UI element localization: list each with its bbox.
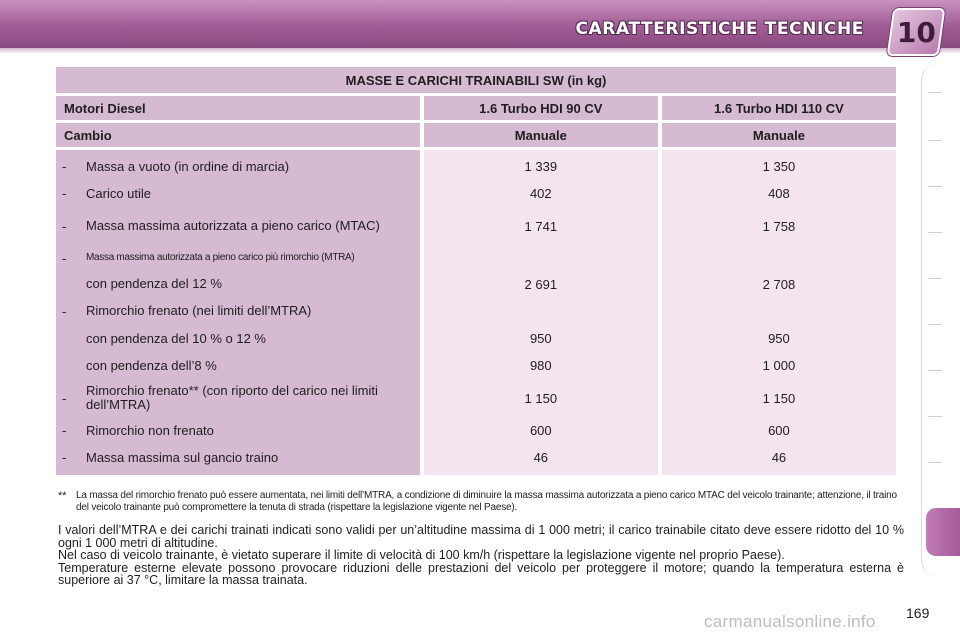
footnote bbox=[58, 490, 904, 514]
side-tab-divider bbox=[928, 324, 942, 325]
side-tab-divider bbox=[928, 370, 942, 371]
cell-value: 46 bbox=[771, 450, 787, 465]
gearbox-2: Manuale bbox=[662, 123, 896, 147]
cell-value: 1 339 bbox=[524, 159, 558, 174]
list-item: - Rimorchio non frenato bbox=[62, 422, 214, 438]
list-item: con pendenza del 12 % bbox=[86, 276, 222, 291]
paragraph-altitude: I valori dell’MTRA e dei carichi trainati indicati sono validi per un’altitudine massima di 1 000 metri; il carico trainabile citato deve essere ridotto del 10 % ogni 1 000 metri di altitudine. bbox=[58, 523, 904, 550]
chapter-number: 10 bbox=[896, 15, 936, 49]
list-item: - Rimorchio frenato (nei limiti dell’MTRA) bbox=[62, 303, 312, 319]
side-tab-divider bbox=[928, 278, 942, 279]
cell-value: 1 000 bbox=[762, 358, 796, 373]
cell-value: 600 bbox=[768, 423, 790, 438]
engine-1: 1.6 Turbo HDI 90 CV bbox=[424, 96, 658, 120]
cell-value: 600 bbox=[529, 423, 552, 438]
paragraph-temperature: Temperature esterne elevate possono provocare riduzioni delle prestazioni del veicolo per proteggere il motore; quando la temperatura esterna è superiore ai 37 °C, limitare la massa trainata. bbox=[58, 560, 904, 587]
side-tab-divider bbox=[928, 140, 942, 141]
cell-value: 1 350 bbox=[762, 159, 796, 174]
values-column-1 bbox=[424, 150, 658, 475]
footnote-mark: ** bbox=[58, 490, 67, 502]
list-item: - Carico utile bbox=[62, 185, 152, 201]
gearbox-row bbox=[56, 123, 896, 147]
gearbox-label: Cambio bbox=[56, 123, 420, 147]
list-item: - Massa massima autorizzata a pieno carico più rimorchio (MTRA) bbox=[62, 250, 355, 266]
cell-value: 2 708 bbox=[762, 276, 796, 292]
page-number: 169 bbox=[906, 605, 930, 621]
body-text bbox=[58, 524, 904, 587]
side-tab-divider bbox=[928, 462, 942, 463]
cell-value bbox=[424, 245, 658, 271]
side-tab-divider bbox=[928, 416, 942, 417]
list-item: - Massa a vuoto (in ordine di marcia) bbox=[62, 158, 290, 174]
engine-label: Motori Diesel bbox=[56, 96, 420, 120]
side-tab-divider bbox=[928, 186, 942, 187]
cell-value: 950 bbox=[529, 331, 552, 346]
cell-value bbox=[662, 297, 896, 325]
masses-table bbox=[52, 64, 900, 478]
side-tab-divider bbox=[928, 92, 942, 93]
list-item: - Massa massima sul gancio traino bbox=[62, 449, 279, 465]
list-item: - Rimorchio frenato** (con riporto del carico nei limiti dell’MTRA) bbox=[62, 383, 378, 412]
cell-value: 950 bbox=[768, 331, 790, 346]
table-title-row bbox=[56, 67, 896, 93]
table-title: MASSE E CARICHI TRAINABILI SW (in kg) bbox=[56, 67, 896, 93]
engine-row bbox=[56, 96, 896, 120]
cell-value: 402 bbox=[529, 186, 552, 201]
engine-2: 1.6 Turbo HDI 110 CV bbox=[662, 96, 896, 120]
gearbox-1: Manuale bbox=[424, 123, 658, 147]
cell-value: 2 691 bbox=[524, 276, 558, 292]
cell-value: 46 bbox=[533, 450, 549, 465]
cell-value: 980 bbox=[529, 358, 552, 373]
paragraph-speed: Nel caso di veicolo trainante, è vietato superare il limite di velocità di 100 km/h (rispettare la legislazione vigente nel proprio Paese). bbox=[58, 548, 785, 562]
watermark: carmanualsonline.info bbox=[704, 612, 876, 631]
cell-value: 1 150 bbox=[524, 390, 558, 406]
cell-value: 408 bbox=[768, 186, 790, 201]
labels-column bbox=[56, 150, 420, 475]
cell-value bbox=[424, 297, 658, 325]
chapter-number-badge bbox=[887, 8, 946, 56]
side-tab-divider bbox=[928, 232, 942, 233]
chapter-title: CARATTERISTICHE TECNICHE bbox=[575, 19, 864, 39]
cell-value: 1 150 bbox=[762, 390, 796, 406]
table-body bbox=[56, 150, 896, 475]
list-item: con pendenza dell’8 % bbox=[86, 357, 217, 373]
side-tab-active[interactable] bbox=[926, 508, 960, 556]
cell-value bbox=[662, 245, 896, 271]
footnote-text: La massa del rimorchio frenato può essere aumentata, nei limiti dell’MTRA, a condizione di diminuire la massa massima autorizzata a pieno carico MTAC del veicolo trainante; attenzione, il traino del veicolo trainante può compromettere la tenuta di strada (rispettare la legislazione vigente nel Paese). bbox=[76, 490, 897, 513]
list-item: - Massa massima autorizzata a pieno carico (MTAC) bbox=[62, 218, 380, 234]
cell-value: 1 741 bbox=[524, 218, 558, 234]
list-item: con pendenza del 10 % o 12 % bbox=[86, 330, 266, 346]
cell-value: 1 758 bbox=[762, 218, 796, 234]
values-column-2 bbox=[662, 150, 896, 475]
